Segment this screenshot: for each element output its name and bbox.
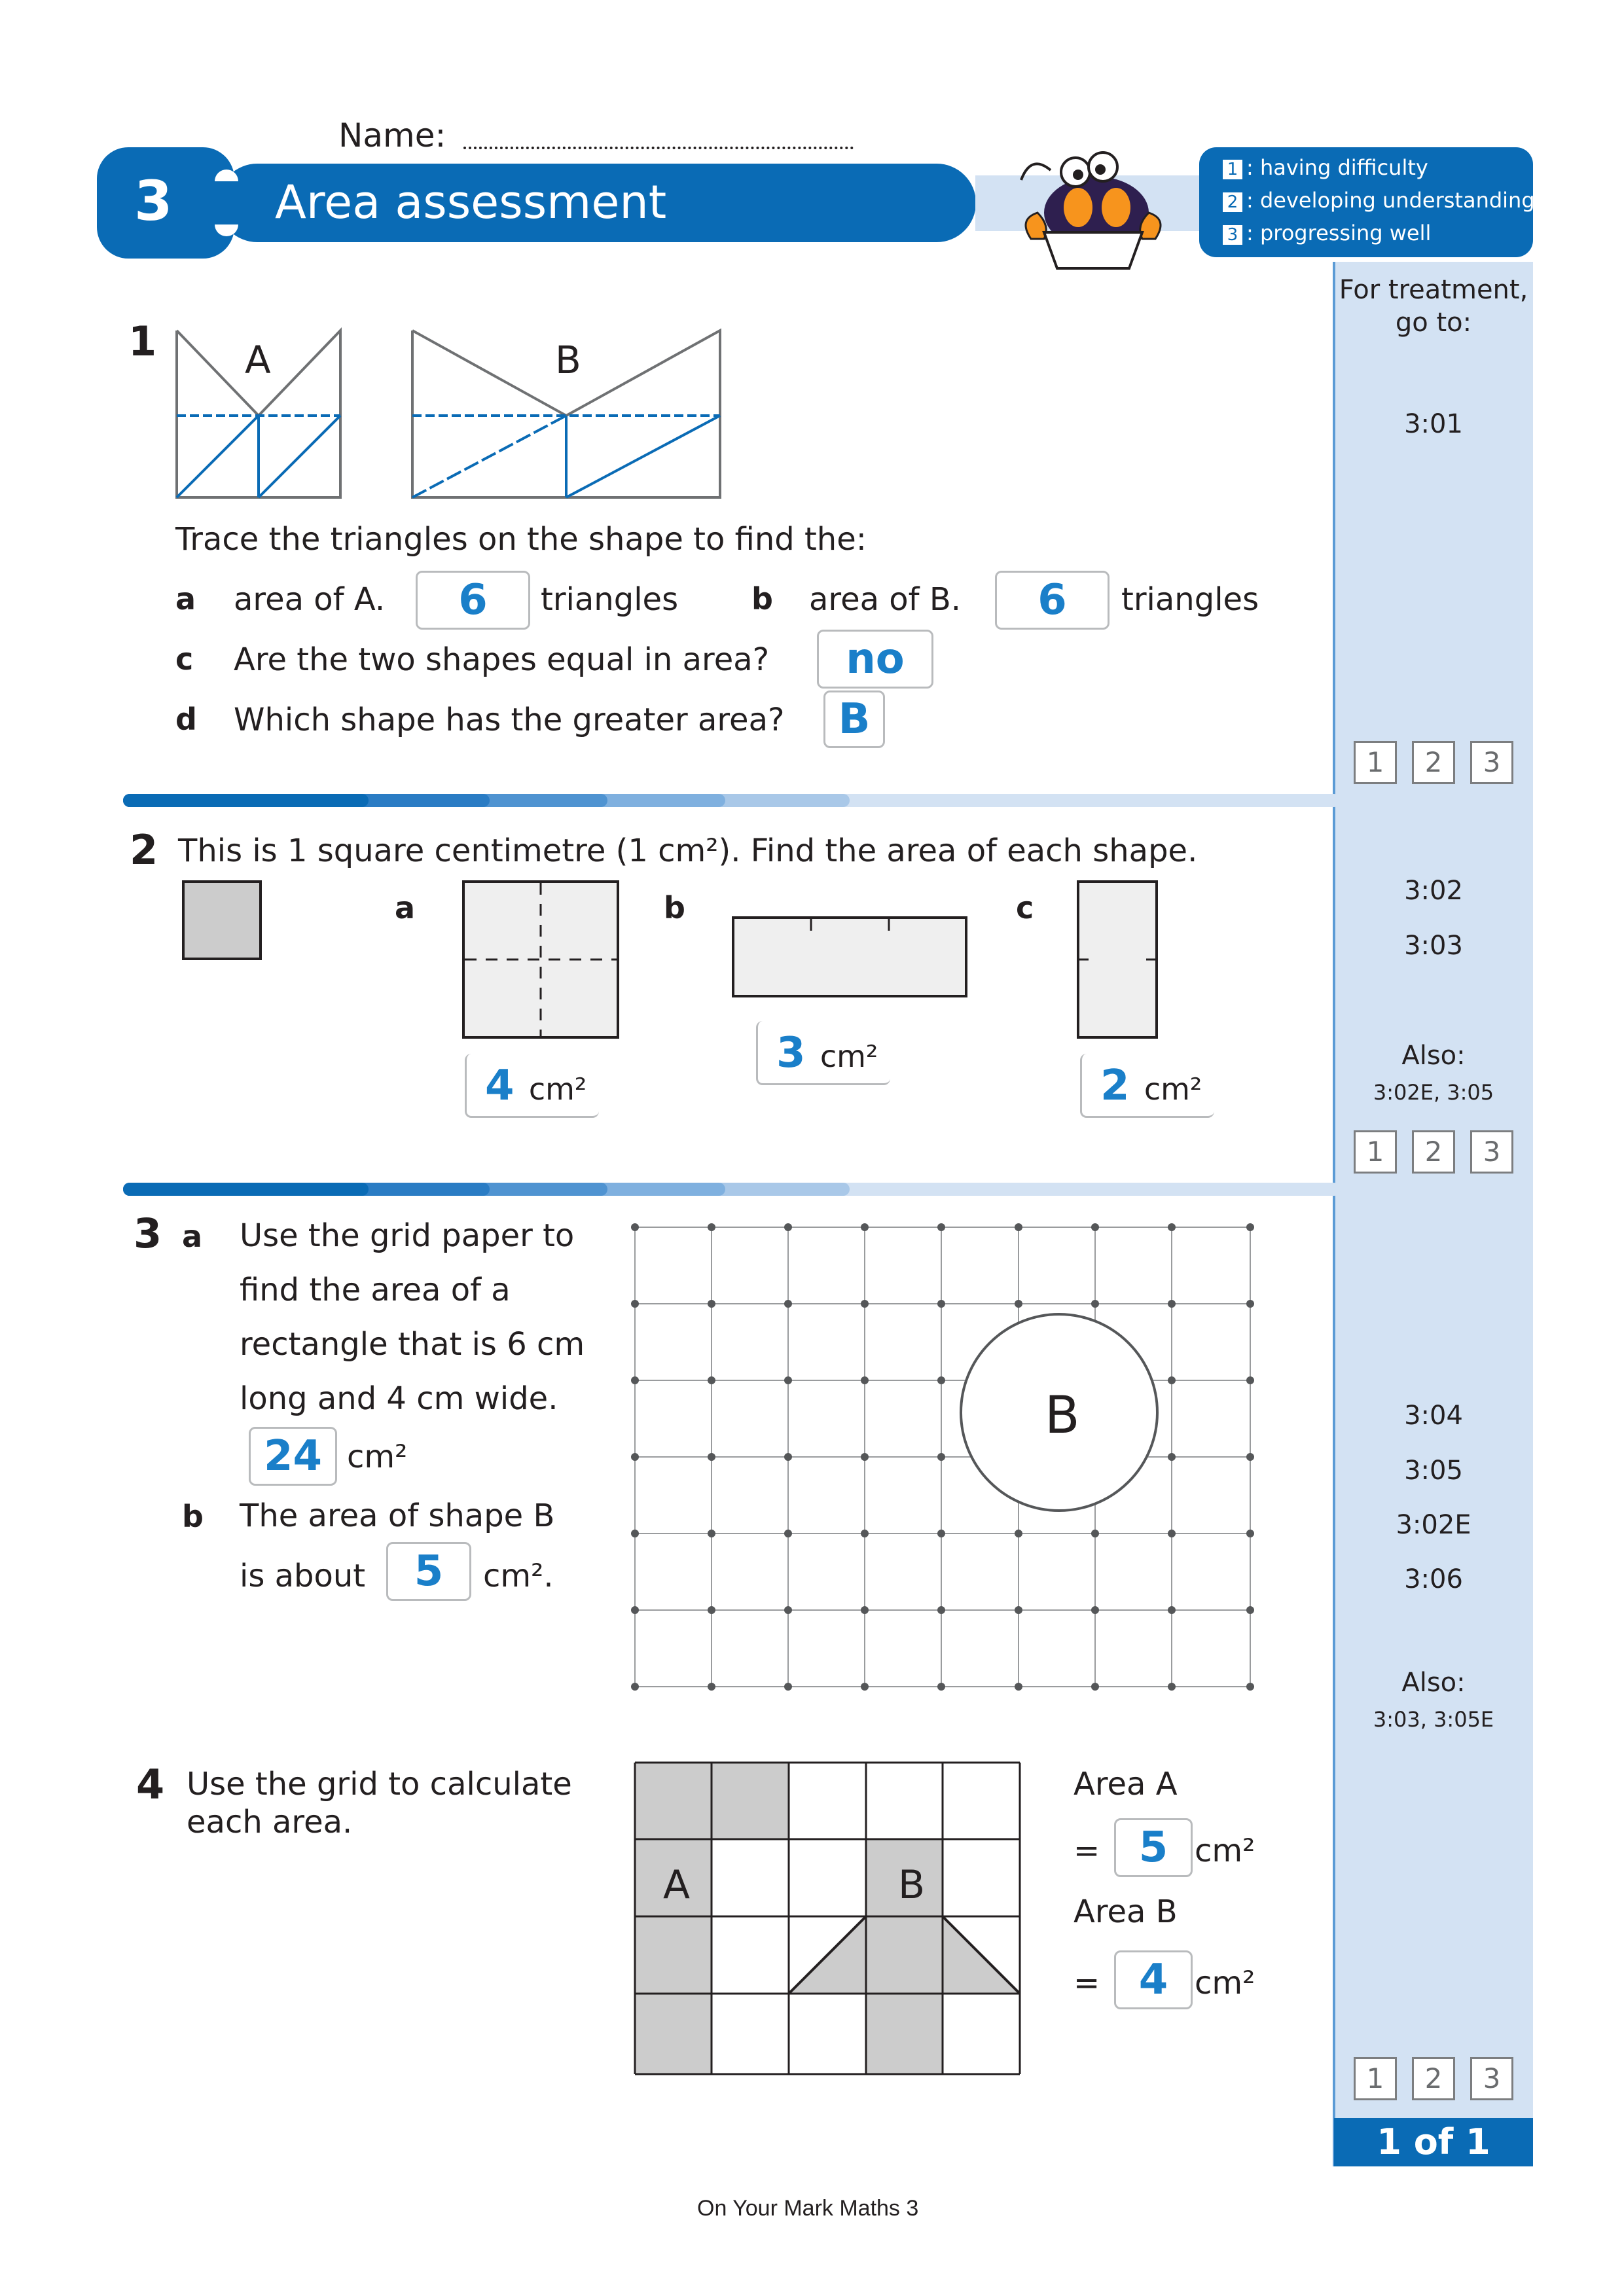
legend-number: 3 — [1223, 225, 1242, 245]
q2-text: This is 1 square centimetre (1 cm²). Find the area of each shape. — [178, 833, 1198, 869]
shape-b-label: B — [555, 338, 581, 382]
name-label: Name: — [338, 117, 446, 154]
q3a-line: long and 4 cm wide. — [240, 1380, 558, 1417]
q2c-shape — [1077, 880, 1158, 1039]
legend-number: 2 — [1223, 192, 1242, 212]
q2a-letter: a — [395, 890, 416, 925]
dot-grid-paper — [628, 1221, 1257, 1692]
sidebar-ref: 3:02E — [1396, 1510, 1471, 1540]
sidebar-divider — [1333, 262, 1335, 2166]
q1a-text: area of A. — [234, 581, 386, 618]
q3a-line: rectangle that is 6 cm — [240, 1326, 585, 1363]
question-3-number: 3 — [134, 1210, 162, 1257]
sidebar-ref: 3:02 — [1404, 876, 1463, 906]
q4-text: Use the grid to calculate — [187, 1766, 572, 1803]
area-b-unit: cm² — [1195, 1965, 1255, 2001]
crab-mascot-icon — [1005, 141, 1182, 278]
q1a-unit: triangles — [541, 581, 679, 618]
rating-box-1[interactable]: 1 — [1354, 2057, 1397, 2100]
legend-text: : developing understanding — [1246, 188, 1535, 213]
q2c-answer-box[interactable] — [1080, 1054, 1214, 1118]
sidebar-also-label: Also: — [1401, 1041, 1466, 1071]
q3b-answer[interactable]: 5 — [386, 1542, 471, 1601]
q1b-answer[interactable]: 6 — [995, 571, 1110, 630]
sidebar-also-refs: 3:03, 3:05E — [1373, 1707, 1494, 1732]
rating-box-1[interactable]: 1 — [1354, 1130, 1397, 1174]
area-a-unit: cm² — [1195, 1833, 1255, 1869]
q1a-letter: a — [175, 581, 196, 617]
q2b-answer: 3 — [776, 1029, 806, 1077]
area-b-equals: = — [1074, 1965, 1100, 2001]
rating-box-2[interactable]: 2 — [1412, 2057, 1455, 2100]
sidebar-also-label: Also: — [1401, 1668, 1466, 1698]
legend-item-2 — [1223, 188, 1535, 213]
area-a-label: Area A — [1074, 1766, 1178, 1803]
question-1-number: 1 — [128, 317, 157, 365]
q1b-text: area of B. — [809, 581, 962, 618]
page-count-label: 1 of 1 — [1377, 2121, 1490, 2162]
q2a-answer-box[interactable] — [465, 1054, 599, 1118]
treatment-sidebar — [1334, 262, 1533, 2166]
sidebar-ref: 3:06 — [1404, 1564, 1463, 1594]
q3a-line: Use the grid paper to — [240, 1217, 575, 1254]
shape-b-label: B — [898, 1862, 926, 1908]
rating-box-3[interactable]: 3 — [1470, 2057, 1513, 2100]
sidebar-also-refs: 3:02E, 3:05 — [1373, 1080, 1494, 1105]
q2a-answer: 4 — [485, 1062, 514, 1110]
q1a-answer[interactable]: 6 — [416, 571, 530, 630]
area-b-answer[interactable]: 4 — [1114, 1950, 1193, 2009]
unit-square — [182, 880, 262, 960]
area-a-answer[interactable]: 5 — [1114, 1818, 1193, 1877]
q1d-text: Which shape has the greater area? — [234, 702, 785, 738]
q1-instruction: Trace the triangles on the shape to find the: — [175, 521, 867, 558]
area-a-equals: = — [1074, 1833, 1100, 1869]
shape-a-label: A — [245, 338, 271, 382]
page-count-badge — [1334, 2118, 1533, 2166]
q1d-answer[interactable]: B — [823, 691, 885, 748]
q1c-answer[interactable]: no — [817, 630, 933, 689]
q3a-line: find the area of a — [240, 1272, 511, 1308]
rating-box-2[interactable]: 2 — [1412, 1130, 1455, 1174]
q2c-unit: cm² — [1144, 1071, 1202, 1107]
q3a-unit: cm² — [347, 1439, 408, 1475]
q3b-unit: cm². — [483, 1558, 554, 1594]
area-grid — [632, 1759, 1024, 2077]
question-4-number: 4 — [136, 1761, 165, 1808]
legend-text: : having difficulty — [1246, 155, 1428, 180]
sidebar-ref: 3:01 — [1404, 409, 1463, 439]
shape-a-label: A — [663, 1862, 691, 1908]
rating-box-3[interactable]: 3 — [1470, 1130, 1513, 1174]
q3a-answer[interactable]: 24 — [249, 1427, 337, 1486]
footer-text: On Your Mark Maths 3 — [697, 2196, 919, 2221]
q2b-letter: b — [664, 890, 685, 925]
unit-number: 3 — [134, 169, 173, 233]
sidebar-ref: 3:05 — [1404, 1456, 1463, 1486]
q4-text: each area. — [187, 1804, 353, 1840]
q1b-letter: b — [751, 581, 773, 617]
legend-item-1 — [1223, 155, 1428, 180]
q1c-letter: c — [175, 641, 194, 677]
q2c-answer: 2 — [1100, 1062, 1130, 1110]
circle-shape-label: B — [1045, 1386, 1080, 1445]
q3b-line: The area of shape B — [240, 1498, 555, 1534]
q2b-answer-box[interactable] — [756, 1021, 890, 1085]
question-2-number: 2 — [130, 826, 158, 874]
q1c-text: Are the two shapes equal in area? — [234, 641, 770, 678]
q2b-shape — [732, 916, 967, 997]
section-divider — [123, 1181, 1341, 1197]
q3a-letter: a — [182, 1219, 203, 1254]
area-b-label: Area B — [1074, 1893, 1178, 1930]
q3b-letter: b — [182, 1499, 204, 1534]
rating-box-3[interactable]: 3 — [1470, 741, 1513, 784]
page-title: Area assessment — [275, 175, 667, 229]
legend-text: : progressing well — [1246, 221, 1432, 245]
q3b-line: is about — [240, 1558, 366, 1594]
q2c-letter: c — [1016, 890, 1034, 925]
legend-number: 1 — [1223, 160, 1242, 179]
sidebar-ref: 3:04 — [1404, 1401, 1463, 1431]
sidebar-ref: 3:03 — [1404, 931, 1463, 961]
rating-box-1[interactable]: 1 — [1354, 741, 1397, 784]
rating-box-2[interactable]: 2 — [1412, 741, 1455, 784]
q2b-unit: cm² — [820, 1039, 878, 1074]
q2a-shape — [462, 880, 619, 1039]
section-divider — [123, 793, 1341, 808]
q1d-letter: d — [175, 702, 197, 737]
q2a-unit: cm² — [528, 1071, 587, 1107]
q1b-unit: triangles — [1121, 581, 1259, 618]
legend-item-3 — [1223, 221, 1431, 245]
sidebar-heading: For treatment, go to: — [1339, 275, 1528, 338]
